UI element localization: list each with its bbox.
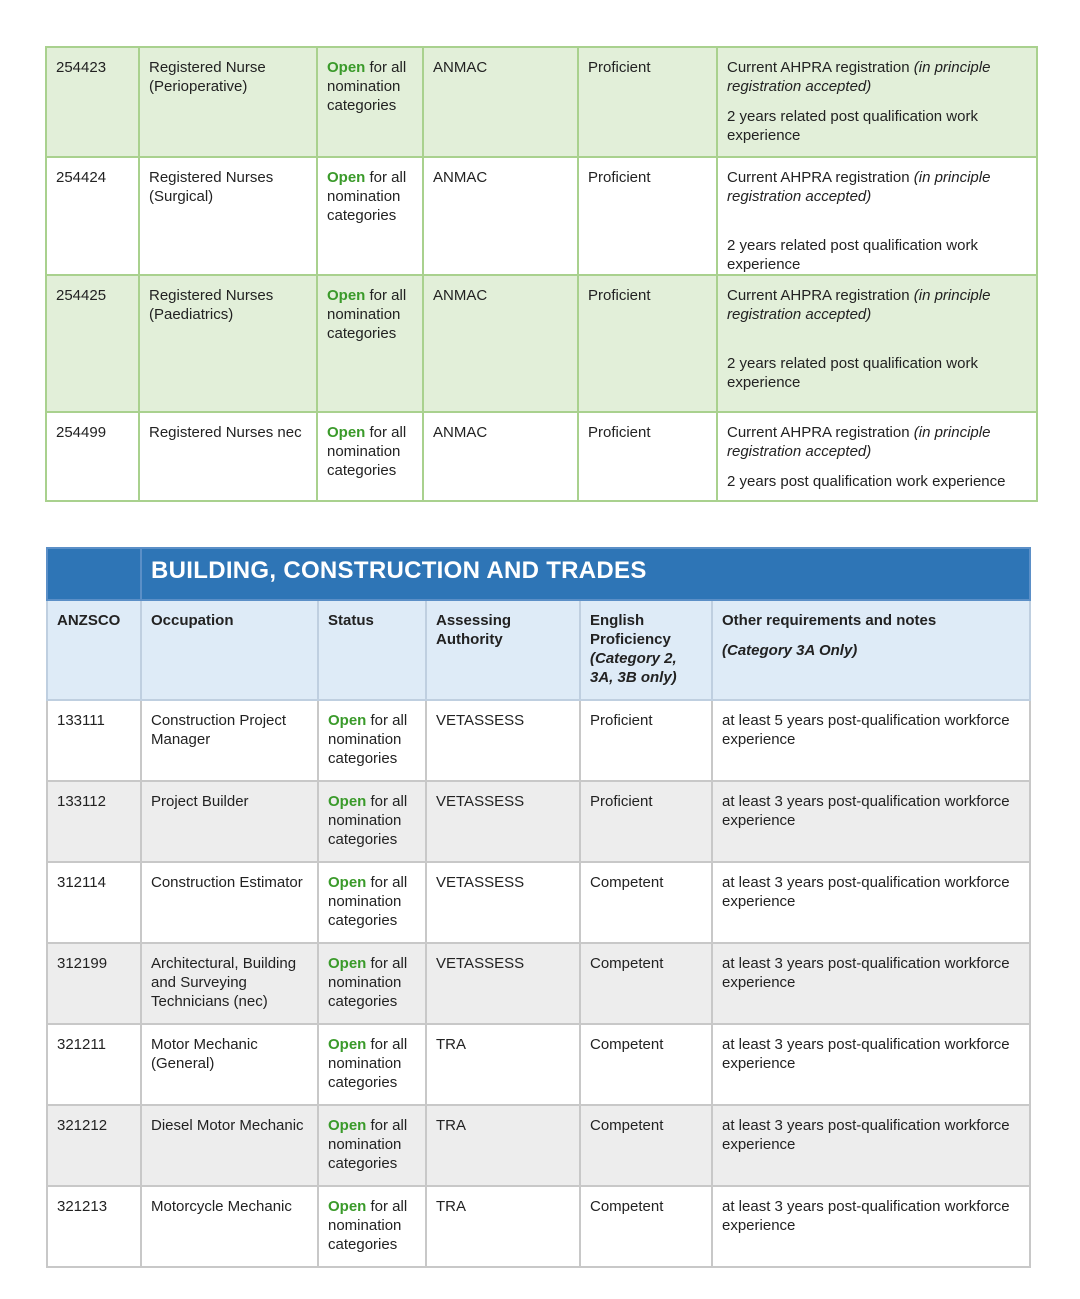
anzsco-code: 254425: [46, 275, 139, 412]
assessing-authority: ANMAC: [423, 47, 578, 157]
assessing-authority: TRA: [426, 1186, 580, 1267]
section-title: BUILDING, CONSTRUCTION AND TRADES: [151, 557, 647, 584]
status-cell: Open for all nomination categories: [318, 1105, 426, 1186]
anzsco-code: 254499: [46, 412, 139, 501]
anzsco-code: 133111: [47, 700, 141, 781]
assessing-authority: TRA: [426, 1105, 580, 1186]
occupation-cell: Project Builder: [141, 781, 318, 862]
status-cell: Open for all nomination categories: [317, 275, 423, 412]
english-proficiency: Competent: [580, 1105, 712, 1186]
status-open: Open: [328, 955, 367, 972]
status-open: Open: [327, 287, 366, 304]
anzsco-code: 321213: [47, 1186, 141, 1267]
occupation-cell: Registered Nurses (Paediatrics): [139, 275, 317, 412]
anzsco-code: 312114: [47, 862, 141, 943]
english-proficiency: Proficient: [578, 47, 717, 157]
english-proficiency: Competent: [580, 862, 712, 943]
section-title-cell: [141, 548, 1030, 600]
assessing-authority: VETASSESS: [426, 700, 580, 781]
table-header-row: [47, 600, 1030, 700]
notes-cell: at least 5 years post-qualification workforce experience: [712, 700, 1030, 781]
anzsco-code: 254424: [46, 157, 139, 275]
notes-cell: at least 3 years post-qualification workforce experience: [712, 943, 1030, 1024]
occupation-cell: Architectural, Building and Surveying Technicians (nec): [141, 943, 318, 1024]
status-cell: Open for all nomination categories: [317, 47, 423, 157]
table-row: [46, 47, 1037, 157]
requirements-cell: Current AHPRA registration (in principle registration accepted) 2 years related post qualification work experience: [717, 275, 1037, 412]
banner-spacer: [47, 548, 141, 600]
header-assessing-authority: Assessing Authority: [426, 600, 580, 700]
requirements-cell: Current AHPRA registration (in principle registration accepted) 2 years related post qualification work experience: [717, 47, 1037, 157]
status-open: Open: [328, 1036, 367, 1053]
status-cell: Open for all nomination categories: [318, 1024, 426, 1105]
status-open: Open: [327, 424, 366, 441]
assessing-authority: VETASSESS: [426, 943, 580, 1024]
status-open: Open: [328, 874, 367, 891]
english-proficiency: Competent: [580, 943, 712, 1024]
anzsco-code: 254423: [46, 47, 139, 157]
status-open: Open: [328, 793, 367, 810]
table-row: [47, 1105, 1030, 1186]
occupation-cell: Registered Nurse (Perioperative): [139, 47, 317, 157]
status-cell: Open for all nomination categories: [318, 700, 426, 781]
assessing-authority: ANMAC: [423, 412, 578, 501]
occupation-cell: Construction Estimator: [141, 862, 318, 943]
building-construction-trades-table: [46, 547, 1031, 1268]
table-row: [46, 157, 1037, 275]
english-proficiency: Proficient: [580, 700, 712, 781]
table-row: [47, 862, 1030, 943]
english-proficiency: Proficient: [578, 157, 717, 275]
english-proficiency: Proficient: [578, 412, 717, 501]
table-row: [46, 412, 1037, 501]
english-proficiency: Proficient: [580, 781, 712, 862]
notes-cell: at least 3 years post-qualification workforce experience: [712, 1186, 1030, 1267]
notes-cell: at least 3 years post-qualification workforce experience: [712, 1105, 1030, 1186]
header-status: Status: [318, 600, 426, 700]
header-occupation: Occupation: [141, 600, 318, 700]
anzsco-code: 133112: [47, 781, 141, 862]
status-open: Open: [327, 59, 366, 76]
status-cell: Open for all nomination categories: [317, 412, 423, 501]
table-row: [47, 1024, 1030, 1105]
status-open: Open: [328, 1117, 367, 1134]
status-cell: Open for all nomination categories: [318, 1186, 426, 1267]
nurse-occupations-table: [45, 46, 1038, 502]
requirements-cell: Current AHPRA registration (in principle registration accepted) 2 years post qualification work experience: [717, 412, 1037, 501]
table-row: [47, 943, 1030, 1024]
assessing-authority: ANMAC: [423, 157, 578, 275]
table-row: [47, 1186, 1030, 1267]
occupation-cell: Registered Nurses (Surgical): [139, 157, 317, 275]
occupation-cell: Motor Mechanic (General): [141, 1024, 318, 1105]
occupation-cell: Motorcycle Mechanic: [141, 1186, 318, 1267]
status-cell: Open for all nomination categories: [318, 943, 426, 1024]
assessing-authority: TRA: [426, 1024, 580, 1105]
section-banner: [47, 548, 1030, 600]
status-open: Open: [328, 712, 367, 729]
header-other-requirements: Other requirements and notes (Category 3A Only): [712, 600, 1030, 700]
assessing-authority: VETASSESS: [426, 781, 580, 862]
english-proficiency: Competent: [580, 1186, 712, 1267]
occupation-cell: Construction Project Manager: [141, 700, 318, 781]
notes-cell: at least 3 years post-qualification workforce experience: [712, 862, 1030, 943]
requirements-cell: Current AHPRA registration (in principle registration accepted) 2 years related post qualification work experience: [717, 157, 1037, 275]
occupation-cell: Registered Nurses nec: [139, 412, 317, 501]
header-anzsco: ANZSCO: [47, 600, 141, 700]
status-open: Open: [328, 1198, 367, 1215]
notes-cell: at least 3 years post-qualification workforce experience: [712, 1024, 1030, 1105]
table-row: [46, 275, 1037, 412]
assessing-authority: ANMAC: [423, 275, 578, 412]
anzsco-code: 321211: [47, 1024, 141, 1105]
table-row: [47, 781, 1030, 862]
anzsco-code: 321212: [47, 1105, 141, 1186]
english-proficiency: Proficient: [578, 275, 717, 412]
occupation-cell: Diesel Motor Mechanic: [141, 1105, 318, 1186]
status-cell: Open for all nomination categories: [318, 781, 426, 862]
table-row: [47, 700, 1030, 781]
header-english-proficiency: English Proficiency (Category 2, 3A, 3B only): [580, 600, 712, 700]
notes-cell: at least 3 years post-qualification workforce experience: [712, 781, 1030, 862]
status-open: Open: [327, 169, 366, 186]
anzsco-code: 312199: [47, 943, 141, 1024]
status-cell: Open for all nomination categories: [317, 157, 423, 275]
assessing-authority: VETASSESS: [426, 862, 580, 943]
english-proficiency: Competent: [580, 1024, 712, 1105]
status-cell: Open for all nomination categories: [318, 862, 426, 943]
